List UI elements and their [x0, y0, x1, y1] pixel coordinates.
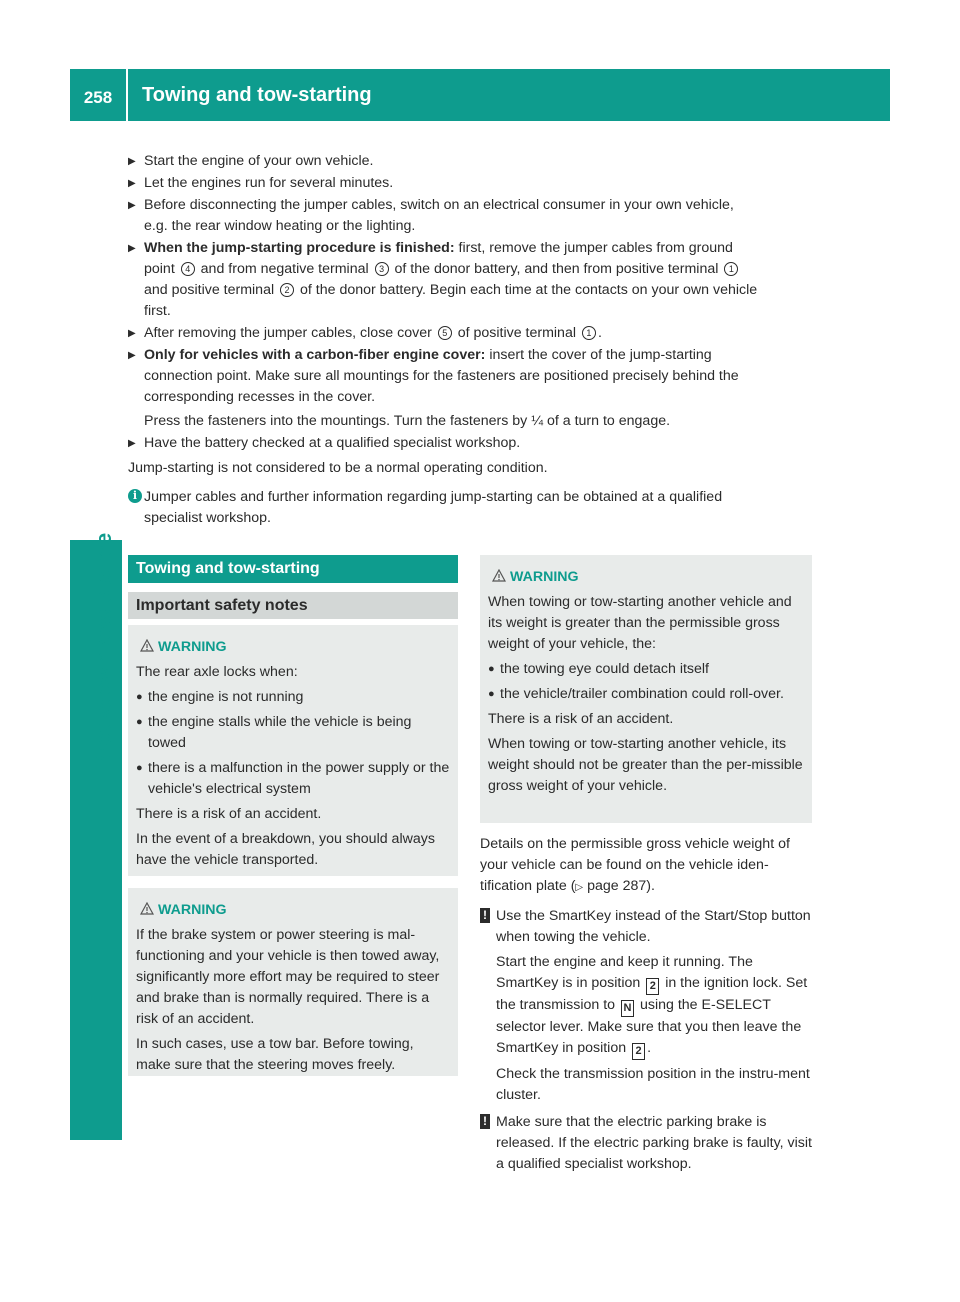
- step-text: of the donor battery. Begin each time at the contacts on your own vehicle: [296, 282, 758, 298]
- step-item: [128, 195, 812, 237]
- warning-heading-text: WARNING: [158, 639, 227, 655]
- exclamation-icon: !: [480, 1114, 490, 1129]
- instructions-block: [128, 151, 812, 529]
- warning-text: In the event of a breakdown, you should always have the vehicle transported.: [136, 831, 435, 868]
- note-text: [496, 952, 812, 1060]
- bullet-item: [488, 659, 804, 680]
- step-text: Start the engine of your own vehicle.: [144, 153, 374, 169]
- step-item: [128, 238, 812, 322]
- details-text: ).: [646, 878, 655, 894]
- step-text: Press the fasteners into the mountings. Turn the fasteners by ¼ of a turn to engage.: [144, 413, 671, 429]
- page-number: 258: [83, 88, 113, 107]
- warning-text: In such cases, use a tow bar. Before towing, make sure that the steering moves freely.: [136, 1036, 414, 1073]
- warning-box: [480, 555, 812, 823]
- key-position-2: 2: [632, 1043, 645, 1060]
- warning-text: If the brake system or power steering is mal-functioning and your vehicle is then towed away, significantly more effort may be required to steer and brake than is normally required. There is a risk of an accident.: [136, 927, 440, 1027]
- info-note: [128, 487, 812, 529]
- bullet-icon: ●: [136, 716, 143, 728]
- step-text: e.g. the rear window heating or the lighting.: [144, 218, 416, 234]
- step-text: of positive terminal: [453, 325, 580, 341]
- section-title: Towing and tow-starting: [128, 555, 458, 583]
- bullet-item: [136, 712, 450, 754]
- step-text: and positive terminal: [144, 282, 279, 298]
- info-icon: i: [128, 489, 142, 503]
- note-text-part: in the ignition lock. Set the transmission to: [496, 975, 808, 1013]
- warning-text: The rear axle locks when:: [136, 664, 298, 680]
- warning-text: There is a risk of an accident.: [136, 806, 322, 822]
- arrow-marker-icon: ▶: [128, 350, 136, 361]
- info-text: specialist workshop.: [144, 510, 271, 526]
- callout-5: 5: [438, 326, 452, 340]
- bullet-icon: ●: [136, 762, 143, 774]
- arrow-marker-icon: ▶: [128, 178, 136, 189]
- warning-text: There is a risk of an accident.: [488, 711, 674, 727]
- note-block: [480, 906, 812, 1106]
- warning-heading: [136, 900, 450, 921]
- bullet-icon: ●: [488, 663, 495, 675]
- step-text: first, remove the jumper cables from ground: [454, 240, 733, 256]
- side-tab-label: Breakdown assistance: [91, 532, 116, 770]
- step-text: Before disconnecting the jumper cables, switch on an electrical consumer in your own vehicle,: [144, 197, 734, 213]
- step-item: [128, 433, 812, 454]
- details-paragraph: [480, 834, 812, 898]
- bullet-item: [488, 684, 804, 705]
- exclamation-icon: !: [480, 908, 490, 923]
- arrow-marker-icon: ▶: [128, 200, 136, 211]
- bullet-icon: ●: [488, 688, 495, 700]
- key-position-2: 2: [646, 978, 659, 995]
- step-bold-text: When the jump-starting procedure is finished:: [144, 240, 455, 256]
- note-text-part: Start the engine and keep it running. The SmartKey is in position: [496, 954, 753, 991]
- note-text-part: using the E-SELECT selector lever. Make sure that you then leave the SmartKey in position: [496, 997, 802, 1056]
- warning-text: When towing or tow-starting another vehicle and its weight is greater than the permissible gross weight of your vehicle, the:: [488, 594, 792, 652]
- note-text-part: .: [647, 1040, 652, 1056]
- arrow-marker-icon: ▶: [128, 438, 136, 449]
- step-text: point: [144, 261, 179, 277]
- callout-1: 1: [724, 262, 738, 276]
- bullet-icon: ●: [136, 691, 143, 703]
- warning-heading-text: WARNING: [510, 569, 579, 585]
- step-text: Let the engines run for several minutes.: [144, 175, 394, 191]
- page-reference-link[interactable]: page 287: [587, 878, 647, 894]
- warning-heading: [136, 637, 450, 658]
- step-item: [128, 173, 812, 194]
- bullet-item: [136, 758, 450, 800]
- step-item: [128, 345, 812, 432]
- callout-4: 4: [181, 262, 195, 276]
- header-divider: [126, 69, 128, 121]
- step-bold-text: Only for vehicles with a carbon-fiber engine cover:: [144, 347, 486, 363]
- warning-box: [128, 625, 458, 876]
- bullet-text: the vehicle/trailer combination could roll-over.: [500, 686, 784, 702]
- bullet-text: the towing eye could detach itself: [500, 661, 710, 677]
- note-block: [480, 1112, 812, 1175]
- callout-2: 2: [280, 283, 294, 297]
- info-text: Jumper cables and further information regarding jump-starting can be obtained at a qualified: [144, 489, 723, 505]
- arrow-marker-icon: ▶: [128, 156, 136, 167]
- header-bar: [70, 69, 890, 121]
- step-item: [128, 323, 812, 344]
- step-text: Have the battery checked at a qualified specialist workshop.: [144, 435, 521, 451]
- step-text: of the donor battery, and then from positive terminal: [390, 261, 723, 277]
- warning-heading-text: WARNING: [158, 902, 227, 918]
- right-column-body: [480, 834, 812, 1181]
- subsection-title: Important safety notes: [128, 592, 458, 619]
- warning-triangle-icon: [140, 639, 154, 652]
- arrow-marker-icon: ▶: [128, 328, 136, 339]
- jump-note: Jump-starting is not considered to be a normal operating condition.: [128, 460, 548, 476]
- step-text: and from negative terminal: [196, 261, 373, 277]
- page-ref-arrow-icon: ▷: [575, 882, 584, 893]
- bullet-text: there is a malfunction in the power supply or the vehicle's electrical system: [148, 760, 450, 797]
- warning-triangle-icon: [140, 902, 154, 915]
- step-text: .: [597, 325, 602, 341]
- bullet-text: the engine is not running: [148, 689, 304, 705]
- warning-text: When towing or tow-starting another vehicle, its weight should not be greater than the per-missible gross weight of your vehicle.: [488, 736, 803, 794]
- warning-heading: [488, 567, 804, 588]
- step-text: first.: [144, 303, 171, 319]
- step-text: corresponding recesses in the cover.: [144, 389, 376, 405]
- warning-triangle-icon: [492, 569, 506, 582]
- callout-1: 1: [582, 326, 596, 340]
- note-text: Check the transmission position in the instru-ment cluster.: [496, 1066, 810, 1103]
- note-text: Make sure that the electric parking brake is released. If the electric parking brake is faulty, visit a qualified specialist workshop.: [496, 1114, 812, 1172]
- step-text: After removing the jumper cables, close cover: [144, 325, 436, 341]
- note-text: Use the SmartKey instead of the Start/Stop button when towing the vehicle.: [496, 908, 811, 945]
- details-text: Details on the permissible gross vehicle weight of your vehicle can be found on the vehicle iden-tification plate (: [480, 836, 790, 894]
- gear-n-symbol: N: [621, 1000, 634, 1017]
- bullet-text: the engine stalls while the vehicle is being towed: [148, 714, 412, 751]
- warning-box: [128, 888, 458, 1076]
- step-text: insert the cover of the jump-starting: [485, 347, 712, 363]
- running-title: Towing and tow-starting: [142, 84, 372, 106]
- step-item: [128, 151, 812, 172]
- callout-3: 3: [375, 262, 389, 276]
- step-text: connection point. Make sure all mountings for the fasteners are positioned precisely behind the: [144, 368, 739, 384]
- arrow-marker-icon: ▶: [128, 243, 136, 254]
- bullet-item: [136, 687, 450, 708]
